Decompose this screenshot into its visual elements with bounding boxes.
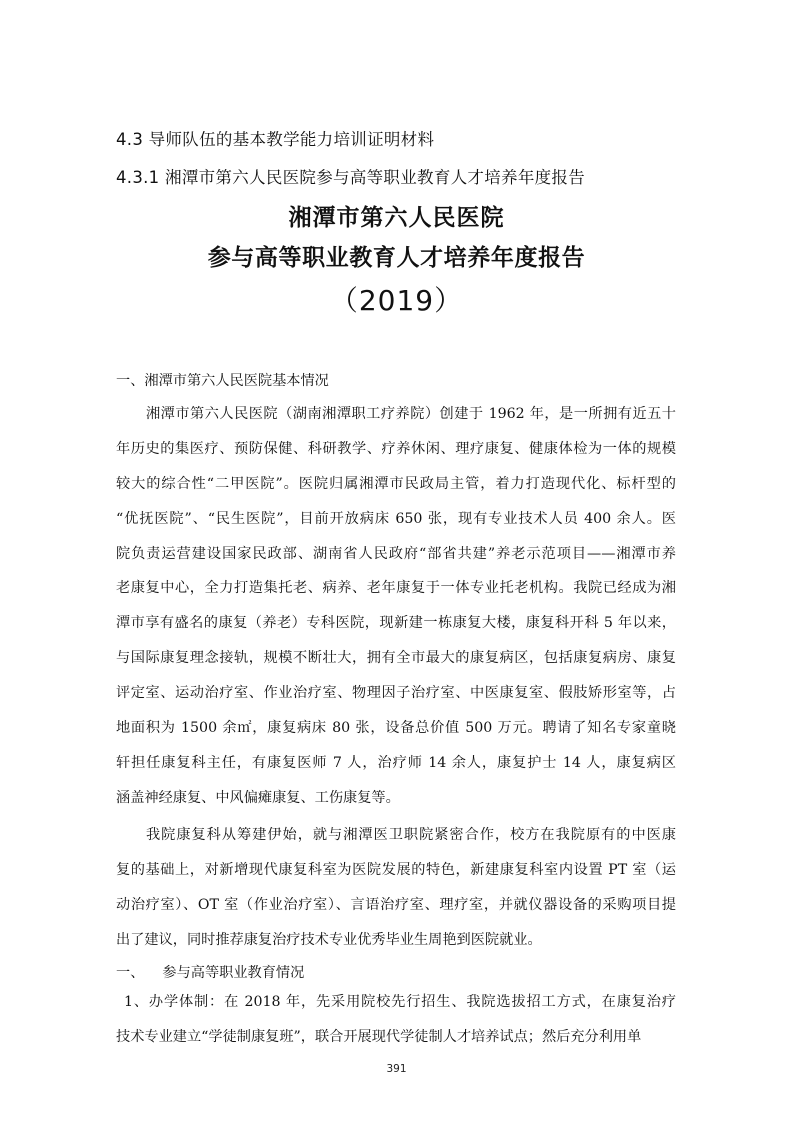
- text-line: 出了建议，同时推荐康复治疗技术专业优秀毕业生周艳到医院就业。: [116, 931, 542, 948]
- part1-paragraph2: [116, 818, 676, 958]
- part2-heading: 一、 参与高等职业教育情况: [116, 965, 305, 981]
- text-line: 湘潭市第六人民医院（湖南湘潭职工疗养院）创建于 1962 年，是一所拥有近五十: [146, 406, 676, 422]
- section-heading: 4.3 导师队伍的基本教学能力培训证明材料: [116, 130, 435, 149]
- text-line: 动治疗室）、OT 室（作业治疗室）、言语治疗室、理疗室，并就仪器设备的采购项目提: [116, 896, 676, 913]
- text-line: 与国际康复理念接轨，规模不断壮大，拥有全市最大的康复病区，包括康复病房、康复: [116, 650, 676, 667]
- text-line: “优抚医院”、“民生医院”，目前开放病床 650 张，现有专业技术人员 400 余人。医: [116, 510, 676, 527]
- text-line: 较大的综合性“二甲医院”。医院归属湘潭市民政局主管，着力打造现代化、标杆型的: [116, 475, 676, 492]
- text-line: 潭市享有盛名的康复（养老）专科医院，现新建一栋康复大楼，康复科开科 5 年以来，: [116, 615, 676, 632]
- text-line: 涵盖神经康复、中风偏瘫康复、工伤康复等。: [116, 789, 400, 806]
- text-line: 1、办学体制：在 2018 年，先采用院校先行招生、我院选拔招工方式，在康复治疗: [124, 994, 676, 1010]
- text-line: 复的基础上，对新增现代康复科室为医院发展的特色，新建康复科室内设置 PT 室（运: [116, 861, 676, 878]
- report-title-hospital: 湘潭市第六人民医院: [288, 205, 505, 231]
- text-line: 地面积为 1500 余㎡，康复病床 80 张，设备总价值 500 万元。聘请了知名专家童晓: [116, 720, 676, 737]
- page-number: 391: [386, 1063, 407, 1075]
- text-line: 我院康复科从筹建伊始，就与湘潭医卫职院紧密合作，校方在我院原有的中医康: [146, 827, 676, 843]
- report-title-main: 参与高等职业教育人才培养年度报告: [207, 245, 586, 271]
- part2-paragraph1: [116, 985, 676, 1055]
- part1-paragraph1: [116, 397, 676, 816]
- subsection-heading: 4.3.1 湘潭市第六人民医院参与高等职业教育人才培养年度报告: [116, 168, 586, 187]
- text-line: 评定室、运动治疗室、作业治疗室、物理因子治疗室、中医康复室、假肢矫形室等，占: [116, 685, 676, 702]
- text-line: 老康复中心，全力打造集托老、病养、老年康复于一体专业托老机构。我院已经成为湘: [116, 580, 676, 597]
- text-line: 院负责运营建设国家民政部、湖南省人民政府“部省共建”养老示范项目——湘潭市养: [116, 545, 676, 562]
- report-title-year: （2019）: [329, 284, 464, 317]
- text-line: 年历史的集医疗、预防保健、科研教学、疗养休闲、理疗康复、健康体检为一体的规模: [116, 440, 676, 457]
- text-line: 技术专业建立“学徒制康复班”，联合开展现代学徒制人才培养试点；然后充分利用单: [116, 1028, 642, 1045]
- part1-heading: 一、湘潭市第六人民医院基本情况: [116, 373, 329, 389]
- text-line: 轩担任康复科主任，有康复医师 7 人，治疗师 14 余人，康复护士 14 人，康复病区: [116, 754, 676, 771]
